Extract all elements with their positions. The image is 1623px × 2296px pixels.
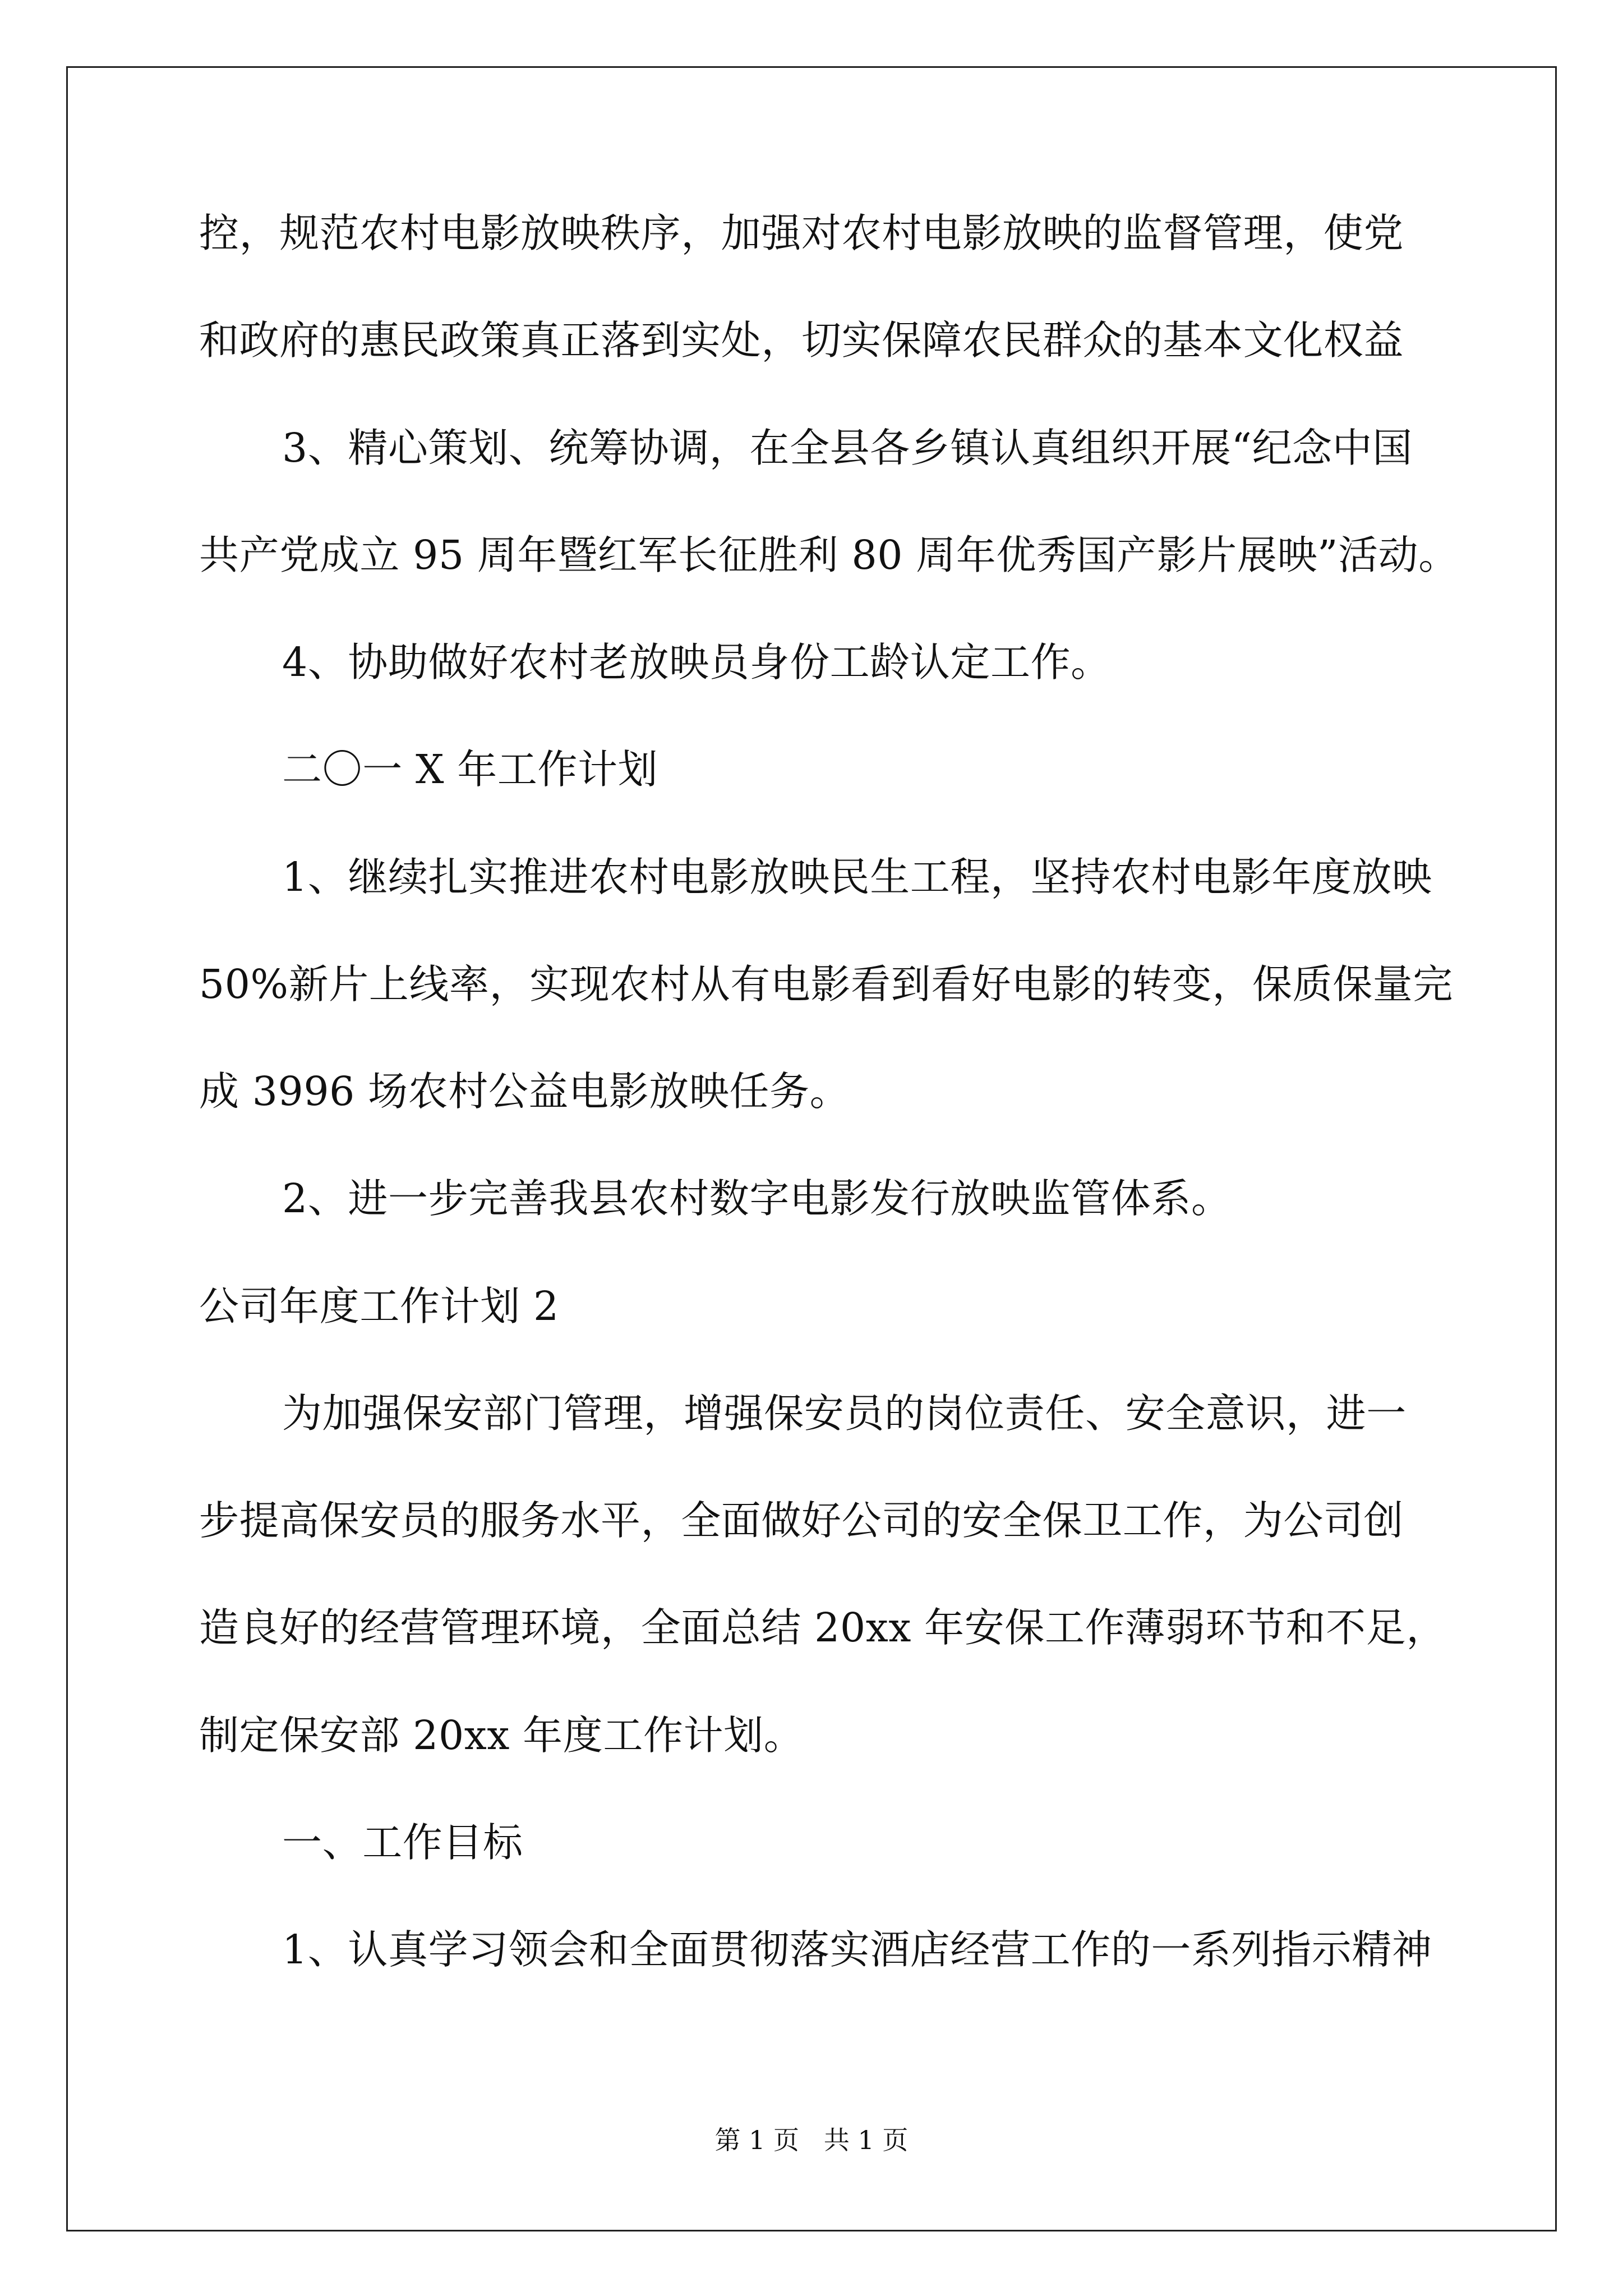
text-line: 1、继续扎实推进农村电影放映民生工程，坚持农村电影年度放映	[282, 854, 1432, 900]
text-line: 3、精心策划、统筹协调，在全县各乡镇认真组织开展“纪念中国	[282, 425, 1413, 471]
text-line: 和政府的惠民政策真正落到实处，切实保障农民群众的基本文化权益	[199, 317, 1404, 364]
section-heading: 二〇一 X 年工作计划	[282, 746, 658, 793]
text-line: 50%新片上线率，实现农村从有电影看到看好电影的转变，保质保量完	[199, 961, 1454, 1007]
text-line: 2、进一步完善我县农村数字电影发行放映监管体系。	[282, 1175, 1232, 1222]
section-heading: 一、工作目标	[282, 1819, 523, 1866]
text-line: 控，规范农村电影放映秩序，加强对农村电影放映的监督管理，使党	[199, 210, 1404, 256]
text-line: 步提高保安员的服务水平，全面做好公司的安全保卫工作，为公司创	[199, 1497, 1404, 1544]
page-border	[66, 66, 1557, 2231]
text-line: 为加强保安部门管理，增强保安员的岗位责任、安全意识，进一	[282, 1390, 1407, 1437]
page-footer: 第 1 页 共 1 页	[714, 2125, 909, 2155]
text-line: 共产党成立 95 周年暨红军长征胜利 80 周年优秀国产影片展映”活动。	[199, 532, 1459, 578]
text-line: 1、认真学习领会和全面贯彻落实酒店经营工作的一系列指示精神	[282, 1926, 1432, 1973]
text-line: 造良好的经营管理环境，全面总结 20xx 年安保工作薄弱环节和不足，	[199, 1604, 1446, 1651]
text-line: 4、协助做好农村老放映员身份工龄认定工作。	[282, 639, 1111, 685]
text-line: 制定保安部 20xx 年度工作计划。	[199, 1712, 804, 1759]
document-title: 公司年度工作计划 2	[199, 1283, 559, 1329]
text-line: 成 3996 场农村公益电影放映任务。	[199, 1068, 850, 1115]
